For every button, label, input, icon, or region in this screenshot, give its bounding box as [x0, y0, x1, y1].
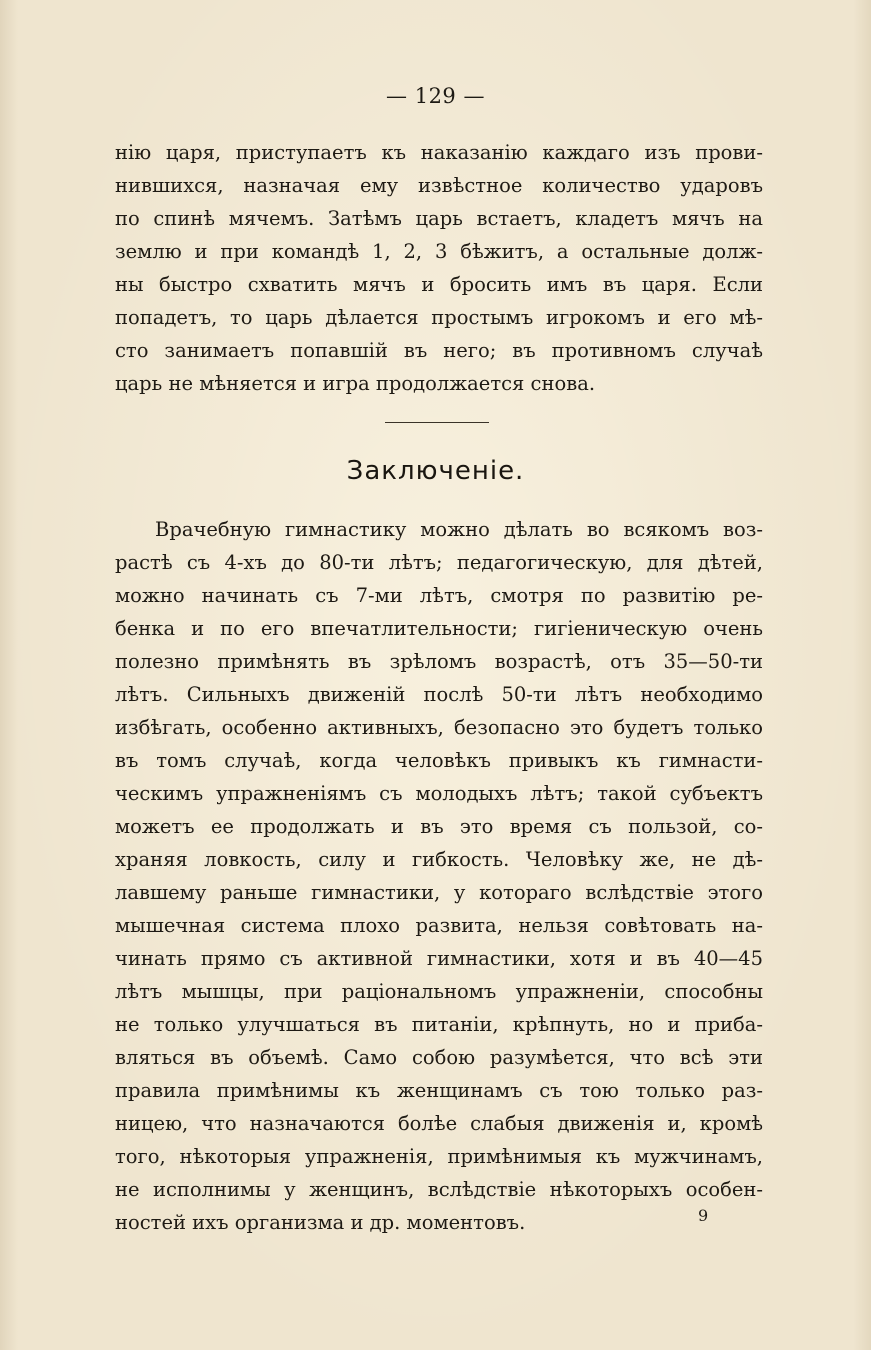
- text-line: лѣтъ мышцы, при раціональномъ упражненіи, способны: [115, 980, 763, 1003]
- signature-mark: 9: [698, 1206, 709, 1225]
- text-line: можетъ ее продолжать и въ это время съ пользой, со-: [115, 815, 763, 838]
- text-line: вляться въ объемѣ. Само собою разумѣется, что всѣ эти: [115, 1046, 763, 1069]
- text-line: храняя ловкость, силу и гибкость. Человѣку же, не дѣ-: [115, 848, 763, 871]
- paragraph-conclusion: [115, 513, 763, 1239]
- text-line: ческимъ упражненіямъ съ молодыхъ лѣтъ; такой субъектъ: [115, 782, 763, 805]
- text-line: сто занимаетъ попавшій въ него; въ противномъ случаѣ: [115, 339, 763, 362]
- text-line: ны быстро схватить мячъ и бросить имъ въ царя. Если: [115, 273, 763, 296]
- text-line: избѣгать, особенно активныхъ, безопасно это будетъ только: [115, 716, 763, 739]
- section-divider: [385, 422, 489, 423]
- text-line: не исполнимы у женщинъ, вслѣдствіе нѣкоторыхъ особен-: [115, 1178, 763, 1201]
- paragraph-game-rules: [115, 136, 763, 400]
- text-line: растѣ съ 4-хъ до 80-ти лѣтъ; педагогическую, для дѣтей,: [115, 551, 763, 574]
- text-line: того, нѣкоторыя упражненія, примѣнимыя къ мужчинамъ,: [115, 1145, 763, 1168]
- text-line: царь не мѣняется и игра продолжается снова.: [115, 372, 596, 395]
- text-line: попадетъ, то царь дѣлается простымъ игрокомъ и его мѣ-: [115, 306, 763, 329]
- text-line: можно начинать съ 7-ми лѣтъ, смотря по развитію ре-: [115, 584, 763, 607]
- text-line: ницею, что назначаются болѣе слабыя движенія и, кромѣ: [115, 1112, 763, 1135]
- text-line: лавшему раньше гимнастики, у котораго вслѣдствіе этого: [115, 881, 763, 904]
- text-line: чинать прямо съ активной гимнастики, хотя и въ 40—45: [115, 947, 763, 970]
- text-line: по спинѣ мячемъ. Затѣмъ царь встаетъ, кладетъ мячъ на: [115, 207, 763, 230]
- text-line: нію царя, приступаетъ къ наказанію каждаго изъ прови-: [115, 141, 763, 164]
- text-line: землю и при командѣ 1, 2, 3 бѣжитъ, а остальные долж-: [115, 240, 763, 263]
- text-line: мышечная система плохо развита, нельзя совѣтовать на-: [115, 914, 763, 937]
- text-line: въ томъ случаѣ, когда человѣкъ привыкъ къ гимнасти-: [115, 749, 763, 772]
- text-line: ностей ихъ организма и др. моментовъ.: [115, 1211, 526, 1234]
- text-line: нившихся, назначая ему извѣстное количество ударовъ: [115, 174, 763, 197]
- section-heading: Заключеніе.: [346, 456, 525, 486]
- page-number: — 129 —: [386, 84, 485, 108]
- text-line: полезно примѣнять въ зрѣломъ возрастѣ, отъ 35—50-ти: [115, 650, 763, 673]
- text-line: бенка и по его впечатлительности; гигіеническую очень: [115, 617, 763, 640]
- text-line: не только улучшаться въ питаніи, крѣпнуть, но и приба-: [115, 1013, 763, 1036]
- text-line: лѣтъ. Сильныхъ движеній послѣ 50-ти лѣтъ необходимо: [115, 683, 763, 706]
- text-line: правила примѣнимы къ женщинамъ съ тою только раз-: [115, 1079, 763, 1102]
- text-line: Врачебную гимнастику можно дѣлать во всякомъ воз-: [155, 518, 763, 541]
